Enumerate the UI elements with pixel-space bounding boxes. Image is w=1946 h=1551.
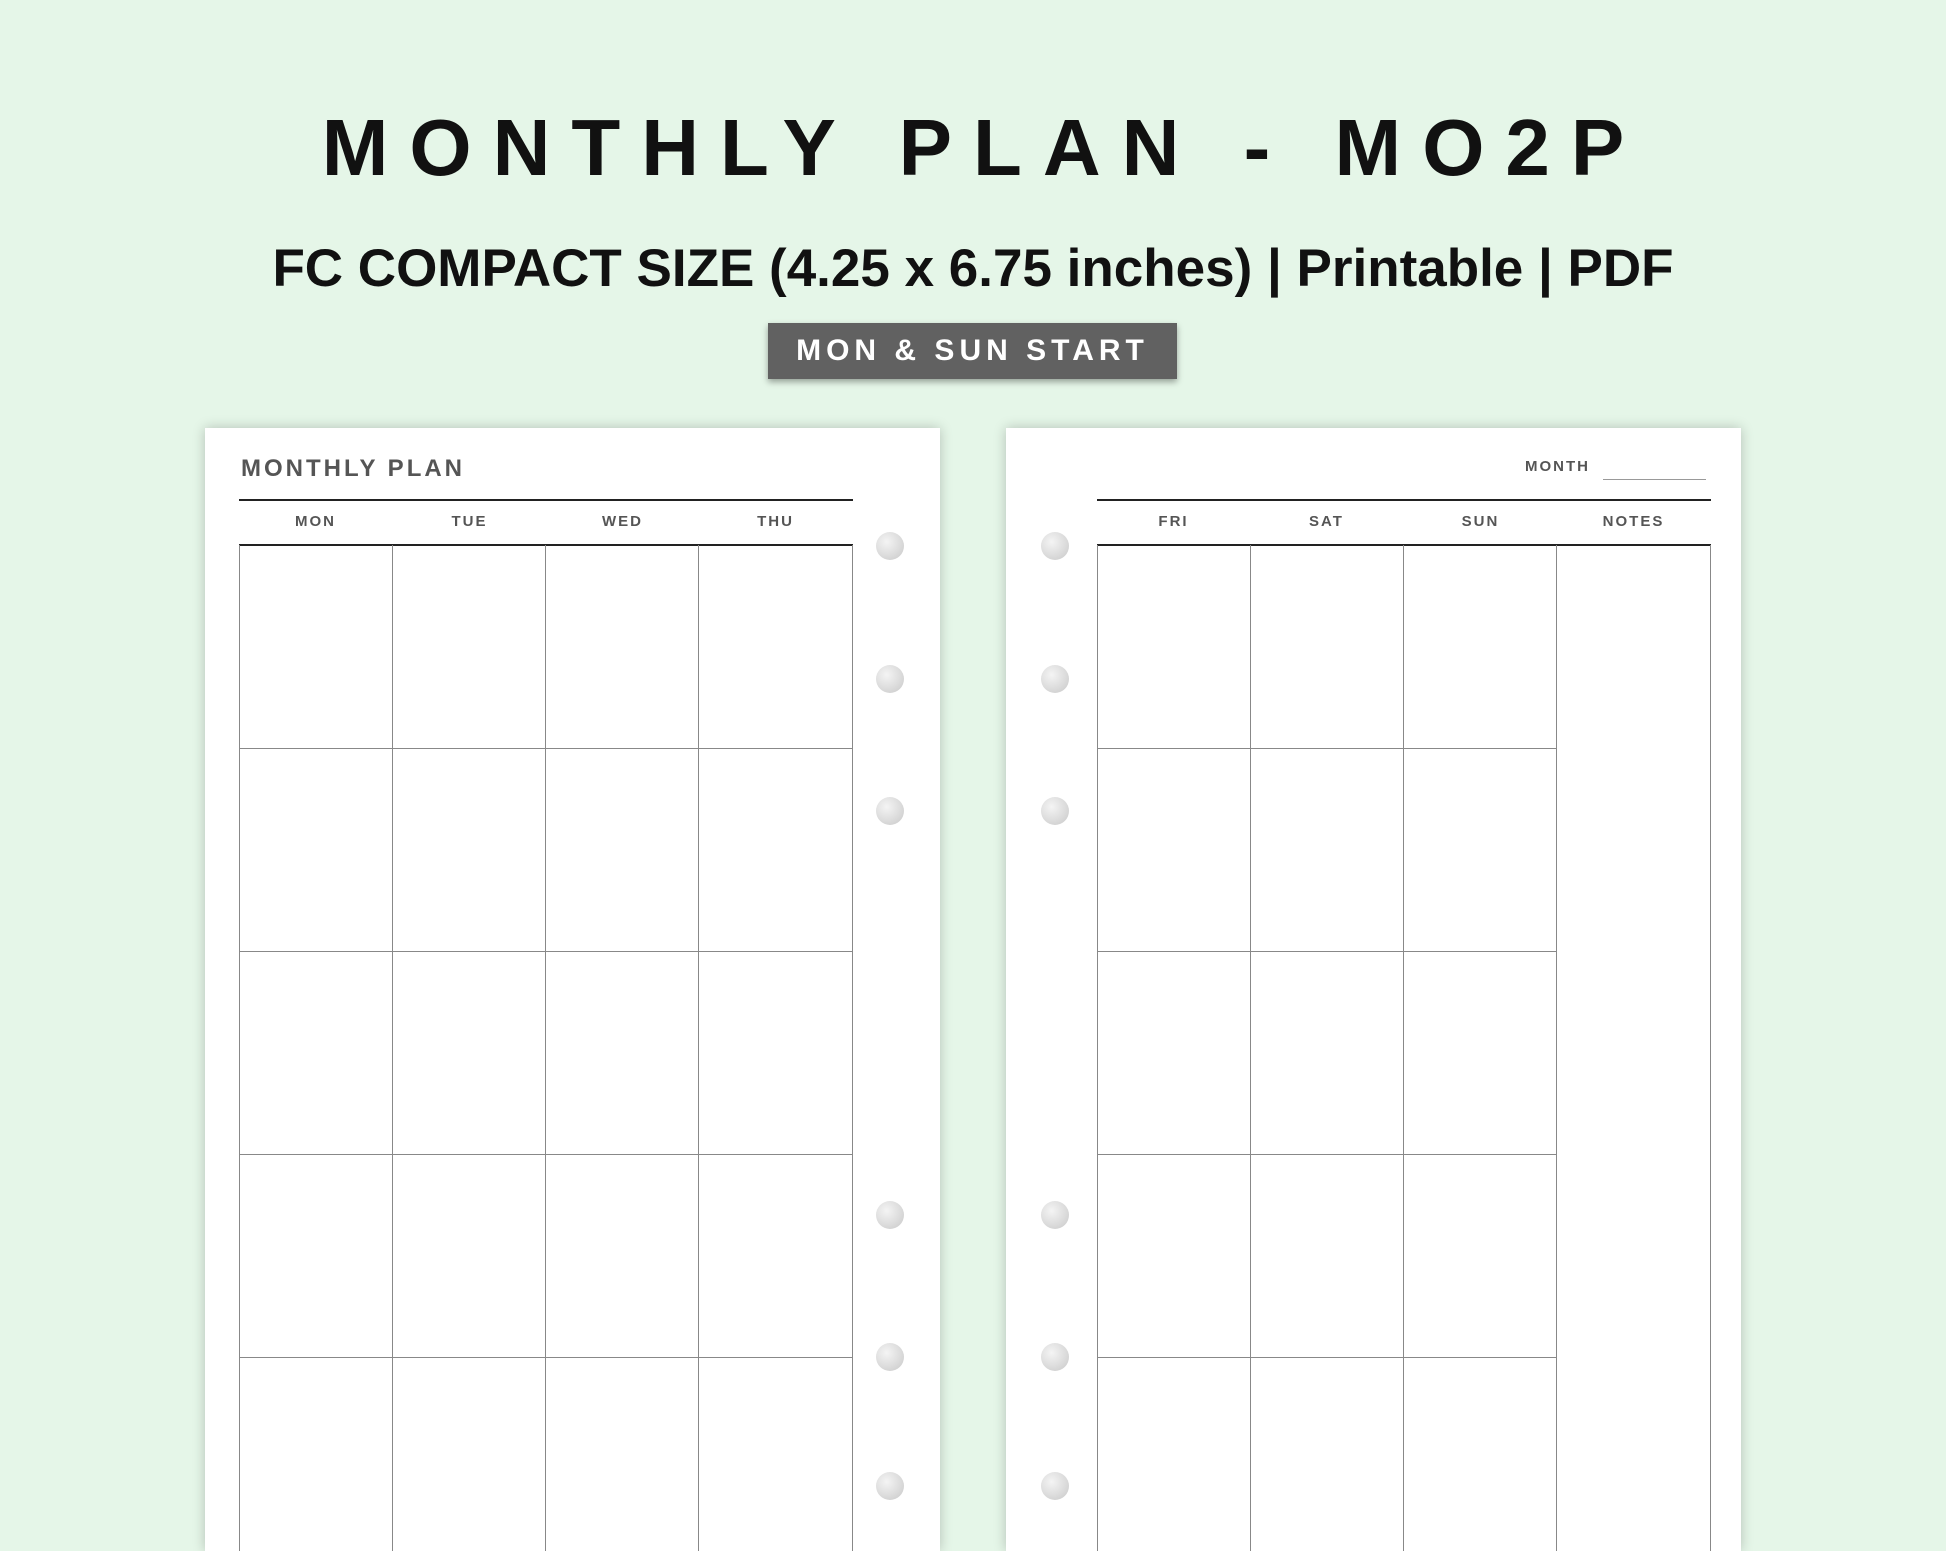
month-write-line [1603,479,1706,480]
binder-hole [876,797,904,825]
week-row-divider [239,748,853,749]
week-row-divider [1097,1154,1557,1155]
grid-line-vertical [1250,545,1251,1551]
binder-hole [876,1201,904,1229]
grid-line-vertical [545,545,546,1551]
grid-line-vertical [852,545,853,1551]
header-top-rule [239,499,853,501]
column-header-sat: SAT [1309,513,1344,530]
week-row-divider [1097,748,1557,749]
column-header-mon: MON [295,513,336,530]
header-bottom-rule [239,544,853,546]
column-header-tue: TUE [451,513,488,530]
header-top-rule [1097,499,1711,501]
binder-hole [876,665,904,693]
binder-hole [1041,797,1069,825]
banner-subtitle: FC COMPACT SIZE (4.25 x 6.75 inches) | Printable | PDF [272,239,1674,298]
grid-line-vertical [698,545,699,1551]
week-row-divider [1097,951,1557,952]
binder-hole [876,1343,904,1371]
binder-hole [1041,532,1069,560]
left-planner-page [205,428,940,1551]
week-row-divider [239,951,853,952]
binder-hole [1041,1201,1069,1229]
grid-line-vertical [1097,545,1098,1551]
banner-title: MONTHLY PLAN - MO2P [321,103,1646,192]
grid-line-vertical [392,545,393,1551]
grid-line-vertical [1556,545,1557,1551]
week-row-divider [239,1357,853,1358]
binder-hole [1041,1343,1069,1371]
binder-hole [1041,665,1069,693]
week-row-divider [239,1154,853,1155]
binder-hole [1041,1472,1069,1500]
right-planner-page [1006,428,1741,1551]
start-day-badge: MON & SUN START [768,323,1177,379]
month-label: MONTH [1525,458,1590,475]
column-header-sun: SUN [1461,513,1500,530]
column-header-notes: NOTES [1602,513,1665,530]
column-header-thu: THU [757,513,794,530]
column-header-fri: FRI [1158,513,1189,530]
grid-line-vertical [1710,545,1711,1551]
binder-hole [876,532,904,560]
column-header-wed: WED [602,513,643,530]
page-title: MONTHLY PLAN [241,455,466,482]
week-row-divider [1097,1357,1557,1358]
grid-line-vertical [1403,545,1404,1551]
header-bottom-rule [1097,544,1711,546]
binder-hole [876,1472,904,1500]
grid-line-vertical [239,545,240,1551]
